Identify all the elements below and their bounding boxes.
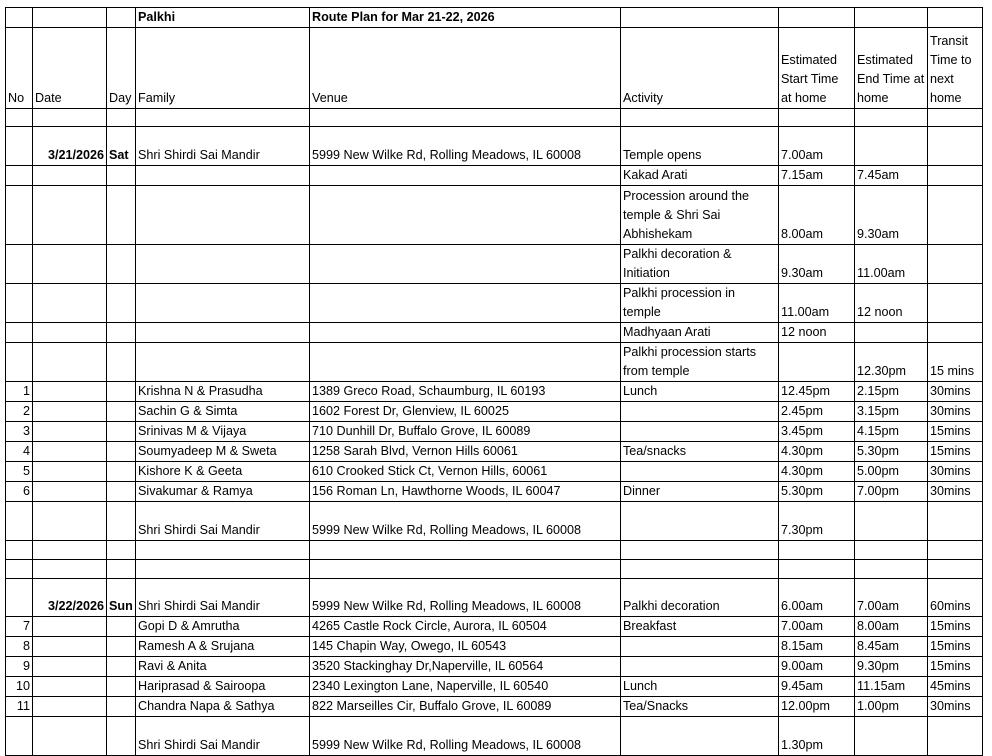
table-row [6,657,983,677]
cell-venue[interactable]: 5999 New Wilke Rd, Rolling Meadows, IL 60008 [310,127,621,166]
cell-family[interactable]: Srinivas M & Vijaya [136,422,310,442]
cell-start[interactable]: 4.30pm [779,462,855,482]
table-row [6,697,983,717]
cell-date[interactable] [33,422,107,442]
cell-no[interactable] [6,502,33,541]
cell-start[interactable]: 7.00am [779,617,855,637]
cell-end[interactable]: 1.00pm [855,697,928,717]
cell-activity[interactable] [621,502,779,541]
cell-transit[interactable] [928,502,983,541]
cell-venue[interactable]: 5999 New Wilke Rd, Rolling Meadows, IL 60008 [310,502,621,541]
cell-no[interactable]: 5 [6,462,33,482]
cell-venue[interactable] [310,186,621,245]
cell-end[interactable]: 9.30pm [855,657,928,677]
cell-venue[interactable]: 2340 Lexington Lane, Naperville, IL 60540 [310,677,621,697]
cell-venue[interactable] [310,541,621,560]
cell-no[interactable] [6,579,33,617]
cell-activity[interactable] [621,657,779,677]
cell-transit[interactable]: 15mins [928,657,983,677]
cell-activity[interactable]: Dinner [621,482,779,502]
cell-venue[interactable] [310,166,621,186]
header-activity[interactable]: Activity [621,28,779,109]
cell-activity[interactable]: Procession around the temple & Shri Sai Abhishekam [621,186,779,245]
cell-end[interactable] [855,323,928,343]
cell[interactable] [6,8,33,28]
cell-day[interactable] [107,637,136,657]
cell-date[interactable] [33,560,107,579]
cell-family[interactable]: Ramesh A & Srujana [136,637,310,657]
cell-activity[interactable] [621,637,779,657]
cell-activity[interactable]: Palkhi procession in temple [621,284,779,323]
cell-start[interactable]: 9.30am [779,245,855,284]
cell-family[interactable]: Krishna N & Prasudha [136,382,310,402]
cell-start[interactable]: 2.45pm [779,402,855,422]
table-row [6,323,983,343]
cell-venue[interactable]: 156 Roman Ln, Hawthorne Woods, IL 60047 [310,482,621,502]
cell-family[interactable] [136,323,310,343]
cell-end[interactable]: 12.30pm [855,343,928,382]
cell-transit[interactable] [928,560,983,579]
cell-transit[interactable] [928,166,983,186]
cell-family[interactable]: Ravi & Anita [136,657,310,677]
cell-end[interactable] [855,541,928,560]
cell-date[interactable] [33,677,107,697]
cell-family[interactable] [136,343,310,382]
cell-day[interactable] [107,657,136,677]
table-row [6,402,983,422]
cell-end[interactable]: 11.15am [855,677,928,697]
cell-venue[interactable]: 1389 Greco Road, Schaumburg, IL 60193 [310,382,621,402]
table-row [6,284,983,323]
cell-no[interactable] [6,186,33,245]
cell-end[interactable] [855,717,928,756]
cell-end[interactable]: 5.00pm [855,462,928,482]
cell-day[interactable] [107,462,136,482]
cell-family[interactable]: Hariprasad & Sairoopa [136,677,310,697]
cell-family[interactable]: Shri Shirdi Sai Mandir [136,579,310,617]
cell-start[interactable]: 9.00am [779,657,855,677]
cell-day[interactable] [107,402,136,422]
table-row [6,245,983,284]
cell-end[interactable]: 4.15pm [855,422,928,442]
cell[interactable] [107,8,136,28]
cell-day[interactable] [107,677,136,697]
cell-transit[interactable]: 60mins [928,579,983,617]
table-row [6,166,983,186]
cell-transit[interactable] [928,323,983,343]
cell-start[interactable]: 5.30pm [779,482,855,502]
cell-transit[interactable] [928,186,983,245]
cell[interactable] [855,8,928,28]
cell-date[interactable] [33,442,107,462]
cell-family[interactable] [136,186,310,245]
cell-start[interactable] [779,343,855,382]
cell-end[interactable] [855,502,928,541]
cell-venue[interactable]: 5999 New Wilke Rd, Rolling Meadows, IL 60008 [310,717,621,756]
cell-activity[interactable]: Kakad Arati [621,166,779,186]
cell-start[interactable] [779,560,855,579]
cell-transit[interactable]: 30mins [928,462,983,482]
cell-date[interactable] [33,541,107,560]
table-row [6,462,983,482]
cell-no[interactable] [6,541,33,560]
cell-transit[interactable]: 45mins [928,677,983,697]
table-row [6,422,983,442]
cell-day[interactable]: Sat [107,127,136,166]
cell-day[interactable] [107,245,136,284]
table-row [6,579,983,617]
cell-transit[interactable]: 15mins [928,422,983,442]
cell-date[interactable] [33,657,107,677]
cell-transit[interactable] [928,541,983,560]
cell-no[interactable]: 2 [6,402,33,422]
cell-activity[interactable] [621,462,779,482]
cell-transit[interactable] [928,127,983,166]
cell-start[interactable]: 1.30pm [779,717,855,756]
cell-date[interactable] [33,245,107,284]
cell-date[interactable] [33,109,107,127]
cell-date[interactable] [33,697,107,717]
cell-date[interactable] [33,323,107,343]
cell-date[interactable] [33,343,107,382]
cell-venue[interactable] [310,245,621,284]
cell-start[interactable]: 3.45pm [779,422,855,442]
header-date[interactable]: Date [33,28,107,109]
header-day[interactable]: Day [107,28,136,109]
table-row [6,617,983,637]
cell-end[interactable]: 7.00pm [855,482,928,502]
cell-venue[interactable] [310,109,621,127]
title-row [6,8,983,28]
cell-date[interactable] [33,617,107,637]
table-row [6,482,983,502]
cell-no[interactable]: 7 [6,617,33,637]
cell-activity[interactable]: Temple opens [621,127,779,166]
cell-end[interactable]: 3.15pm [855,402,928,422]
cell-end[interactable] [855,560,928,579]
cell-no[interactable]: 6 [6,482,33,502]
cell-venue[interactable]: 710 Dunhill Dr, Buffalo Grove, IL 60089 [310,422,621,442]
table-row [6,637,983,657]
cell-transit[interactable] [928,109,983,127]
cell-date[interactable]: 3/21/2026 [33,127,107,166]
cell-date[interactable]: 3/22/2026 [33,579,107,617]
cell-end[interactable]: 7.00am [855,579,928,617]
header-start-time[interactable]: Estimated Start Time at home [779,28,855,109]
cell-venue[interactable]: 1258 Sarah Blvd, Vernon Hills 60061 [310,442,621,462]
cell-day[interactable] [107,343,136,382]
cell-day[interactable] [107,697,136,717]
cell-day[interactable] [107,442,136,462]
cell-day[interactable] [107,166,136,186]
cell-transit[interactable] [928,284,983,323]
cell-activity[interactable] [621,717,779,756]
cell-family[interactable] [136,284,310,323]
cell-date[interactable] [33,502,107,541]
cell-no[interactable]: 1 [6,382,33,402]
cell-start[interactable]: 11.00am [779,284,855,323]
cell-start[interactable]: 12.00pm [779,697,855,717]
cell-no[interactable] [6,166,33,186]
cell-start[interactable]: 8.00am [779,186,855,245]
cell-start[interactable]: 7.30pm [779,502,855,541]
cell-activity[interactable] [621,109,779,127]
cell-day[interactable] [107,502,136,541]
cell-family[interactable]: Shri Shirdi Sai Mandir [136,127,310,166]
cell-start[interactable]: 8.15am [779,637,855,657]
table-row [6,560,983,579]
cell-end[interactable]: 7.45am [855,166,928,186]
cell[interactable] [779,8,855,28]
cell-end[interactable]: 12 noon [855,284,928,323]
cell-family[interactable] [136,245,310,284]
cell-transit[interactable] [928,717,983,756]
title-family-cell[interactable]: Palkhi [136,8,310,28]
cell-activity[interactable]: Tea/snacks [621,442,779,462]
cell-transit[interactable]: 30mins [928,482,983,502]
cell-venue[interactable]: 610 Crooked Stick Ct, Vernon Hills, 60061 [310,462,621,482]
cell-activity[interactable]: Tea/Snacks [621,697,779,717]
header-transit-time[interactable]: Transit Time to next home [928,28,983,109]
cell-day[interactable] [107,382,136,402]
cell-date[interactable] [33,382,107,402]
cell-day[interactable] [107,284,136,323]
cell-family[interactable]: Soumyadeep M & Sweta [136,442,310,462]
cell[interactable] [33,8,107,28]
cell-start[interactable]: 6.00am [779,579,855,617]
header-venue[interactable]: Venue [310,28,621,109]
cell-transit[interactable]: 30mins [928,382,983,402]
cell-day[interactable] [107,482,136,502]
cell-day[interactable] [107,617,136,637]
cell-venue[interactable] [310,560,621,579]
cell-transit[interactable]: 30mins [928,697,983,717]
cell-activity[interactable] [621,402,779,422]
cell-activity[interactable]: Palkhi decoration [621,579,779,617]
table-row [6,343,983,382]
cell-day[interactable] [107,109,136,127]
cell-date[interactable] [33,637,107,657]
cell-activity[interactable]: Palkhi decoration & Initiation [621,245,779,284]
cell-family[interactable] [136,560,310,579]
cell-date[interactable] [33,284,107,323]
cell-family[interactable] [136,541,310,560]
cell-family[interactable] [136,166,310,186]
cell-venue[interactable]: 822 Marseilles Cir, Buffalo Grove, IL 60089 [310,697,621,717]
cell-day[interactable] [107,323,136,343]
cell-no[interactable]: 8 [6,637,33,657]
cell-venue[interactable] [310,343,621,382]
cell[interactable] [928,8,983,28]
table-row [6,382,983,402]
cell-day[interactable] [107,422,136,442]
cell-family[interactable]: Sachin G & Simta [136,402,310,422]
cell-start[interactable]: 9.45am [779,677,855,697]
cell-venue[interactable]: 3520 Stackinghay Dr,Naperville, IL 60564 [310,657,621,677]
cell-family[interactable]: Sivakumar & Ramya [136,482,310,502]
cell-no[interactable] [6,717,33,756]
table-row [6,502,983,541]
table-row [6,127,983,166]
cell-family[interactable]: Kishore K & Geeta [136,462,310,482]
cell-start[interactable]: 12.45pm [779,382,855,402]
cell-transit[interactable]: 30mins [928,402,983,422]
table-row [6,442,983,462]
cell-activity[interactable] [621,541,779,560]
header-family[interactable]: Family [136,28,310,109]
cell-transit[interactable] [928,245,983,284]
cell-day[interactable] [107,541,136,560]
cell-day[interactable]: Sun [107,579,136,617]
cell-day[interactable] [107,186,136,245]
cell[interactable] [621,8,779,28]
cell-activity[interactable]: Madhyaan Arati [621,323,779,343]
cell-transit[interactable]: 15mins [928,617,983,637]
cell-start[interactable]: 4.30pm [779,442,855,462]
cell-activity[interactable]: Palkhi procession starts from temple [621,343,779,382]
cell-day[interactable] [107,560,136,579]
cell-date[interactable] [33,402,107,422]
cell-transit[interactable]: 15mins [928,442,983,462]
title-route-plan-cell[interactable]: Route Plan for Mar 21-22, 2026 [310,8,621,28]
cell-no[interactable]: 4 [6,442,33,462]
cell-venue[interactable] [310,323,621,343]
header-no[interactable]: No [6,28,33,109]
header-row [6,28,983,109]
cell-no[interactable]: 11 [6,697,33,717]
header-end-time[interactable]: Estimated End Time at home [855,28,928,109]
cell-start[interactable] [779,541,855,560]
cell-date[interactable] [33,186,107,245]
cell-start[interactable]: 12 noon [779,323,855,343]
cell-start[interactable]: 7.15am [779,166,855,186]
cell-venue[interactable]: 4265 Castle Rock Circle, Aurora, IL 60504 [310,617,621,637]
cell-family[interactable] [136,109,310,127]
cell-no[interactable] [6,127,33,166]
route-plan-sheet [5,7,983,756]
cell-end[interactable]: 8.00am [855,617,928,637]
cell-no[interactable]: 9 [6,657,33,677]
cell-no[interactable] [6,343,33,382]
cell-venue[interactable] [310,284,621,323]
cell-venue[interactable]: 1602 Forest Dr, Glenview, IL 60025 [310,402,621,422]
table-row [6,109,983,127]
cell-activity[interactable]: Lunch [621,382,779,402]
cell-family[interactable]: Gopi D & Amrutha [136,617,310,637]
cell-family[interactable]: Shri Shirdi Sai Mandir [136,717,310,756]
cell-family[interactable]: Shri Shirdi Sai Mandir [136,502,310,541]
cell-transit[interactable]: 15mins [928,637,983,657]
cell-no[interactable] [6,284,33,323]
cell-no[interactable]: 10 [6,677,33,697]
table-row [6,677,983,697]
cell-end[interactable] [855,127,928,166]
cell-date[interactable] [33,462,107,482]
table-row [6,186,983,245]
cell-start[interactable]: 7.00am [779,127,855,166]
table-row [6,541,983,560]
cell-venue[interactable]: 145 Chapin Way, Owego, IL 60543 [310,637,621,657]
cell-end[interactable] [855,109,928,127]
cell-activity[interactable] [621,560,779,579]
cell-start[interactable] [779,109,855,127]
cell-date[interactable] [33,717,107,756]
cell-day[interactable] [107,717,136,756]
cell-activity[interactable]: Breakfast [621,617,779,637]
cell-date[interactable] [33,166,107,186]
cell-no[interactable] [6,323,33,343]
cell-activity[interactable] [621,422,779,442]
cell-no[interactable] [6,109,33,127]
cell-activity[interactable]: Lunch [621,677,779,697]
cell-end[interactable]: 5.30pm [855,442,928,462]
cell-family[interactable]: Chandra Napa & Sathya [136,697,310,717]
cell-end[interactable]: 9.30am [855,186,928,245]
cell-transit[interactable]: 15 mins [928,343,983,382]
cell-no[interactable]: 3 [6,422,33,442]
cell-date[interactable] [33,482,107,502]
cell-no[interactable] [6,245,33,284]
table-row [6,717,983,756]
cell-no[interactable] [6,560,33,579]
cell-end[interactable]: 11.00am [855,245,928,284]
cell-venue[interactable]: 5999 New Wilke Rd, Rolling Meadows, IL 60008 [310,579,621,617]
cell-end[interactable]: 2.15pm [855,382,928,402]
cell-end[interactable]: 8.45am [855,637,928,657]
